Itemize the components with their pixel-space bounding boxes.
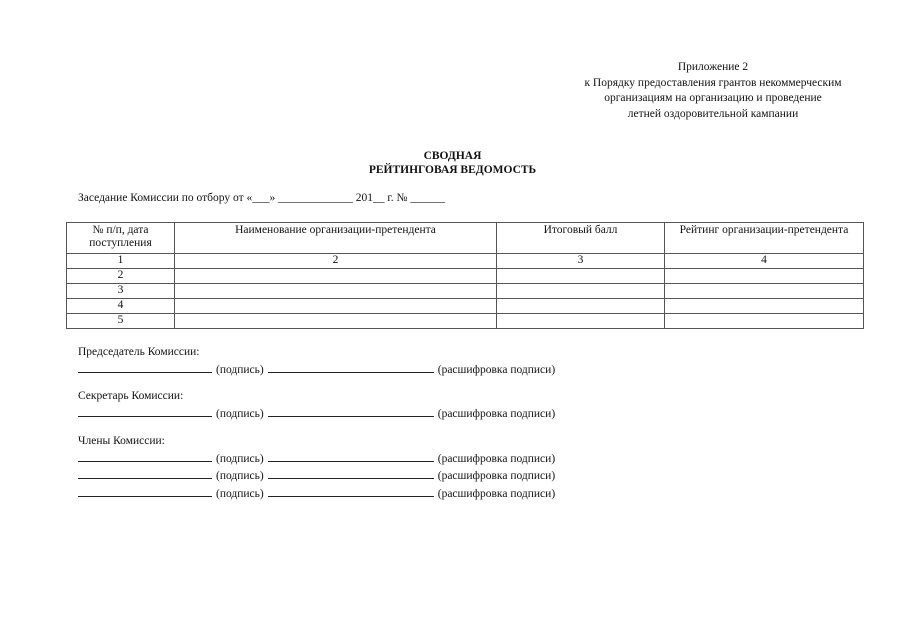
table-cell[interactable] xyxy=(175,299,497,314)
appendix-line: к Порядку предоставления грантов некоммерческим xyxy=(584,76,842,89)
decoding-label: (расшифровка подписи) xyxy=(437,470,556,482)
table-cell[interactable] xyxy=(665,299,864,314)
appendix-line: организациям на организацию и проведение xyxy=(604,92,822,104)
table-cell[interactable] xyxy=(665,284,864,299)
signature-label: (подпись) xyxy=(216,470,264,482)
decoding-label: (расшифровка подписи) xyxy=(437,363,556,376)
decoding-label: (расшифровка подписи) xyxy=(437,407,556,420)
decoding-field[interactable] xyxy=(268,450,434,462)
signature-field[interactable] xyxy=(78,485,212,497)
appendix-header xyxy=(560,60,866,122)
header-rating: Рейтинг организации-претендента xyxy=(665,223,864,254)
column-number: 2 xyxy=(175,254,497,269)
decoding-field[interactable] xyxy=(268,405,434,417)
decoding-field[interactable] xyxy=(268,361,434,373)
row-number: 5 xyxy=(67,314,175,329)
table-row xyxy=(67,299,864,314)
decoding-label: (расшифровка подписи) xyxy=(437,487,556,500)
header-total-score: Итоговый балл xyxy=(497,223,665,254)
table-numbering-row xyxy=(67,254,864,269)
row-number: 2 xyxy=(67,269,175,284)
signature-field[interactable] xyxy=(78,361,212,373)
signature-label: (подпись) xyxy=(216,452,264,465)
signature-label: (подпись) xyxy=(216,407,264,420)
secretary-label: Секретарь Комиссии: xyxy=(78,390,184,402)
signature-field[interactable] xyxy=(78,450,212,462)
signature-label: (подпись) xyxy=(216,363,264,376)
table-cell[interactable] xyxy=(665,269,864,284)
header-number-date: № п/п, дата поступления xyxy=(67,223,175,254)
header-organization-name: Наименование организации-претендента xyxy=(175,223,497,254)
decoding-field[interactable] xyxy=(268,485,434,497)
signature-line xyxy=(78,450,555,468)
decoding-label: (расшифровка подписи) xyxy=(437,452,556,465)
table-cell[interactable] xyxy=(175,314,497,329)
decoding-field[interactable] xyxy=(268,467,434,479)
rating-table xyxy=(66,222,864,329)
table-row xyxy=(67,269,864,284)
table-cell[interactable] xyxy=(497,284,665,299)
table-row xyxy=(67,314,864,329)
column-number: 3 xyxy=(497,254,665,269)
signature-line xyxy=(78,361,555,379)
members-label: Члены Комиссии: xyxy=(78,435,165,447)
row-number: 4 xyxy=(67,299,175,314)
table-cell[interactable] xyxy=(175,284,497,299)
document-title: СВОДНАЯ xyxy=(423,150,482,162)
signature-line xyxy=(78,405,555,423)
document-subtitle: РЕЙТИНГОВАЯ ВЕДОМОСТЬ xyxy=(368,164,537,176)
chair-signature-block xyxy=(78,345,555,378)
chair-label: Председатель Комиссии: xyxy=(78,346,200,358)
table-cell[interactable] xyxy=(175,269,497,284)
appendix-line: летней оздоровительной кампании xyxy=(627,107,799,120)
signature-field[interactable] xyxy=(78,467,212,479)
signature-field[interactable] xyxy=(78,405,212,417)
table-header-row xyxy=(67,223,864,254)
appendix-line: Приложение 2 xyxy=(677,61,749,73)
secretary-signature-block xyxy=(78,389,555,422)
column-number: 4 xyxy=(665,254,864,269)
table-cell[interactable] xyxy=(497,314,665,329)
table-cell[interactable] xyxy=(497,299,665,314)
signature-line xyxy=(78,467,555,485)
table-row xyxy=(67,284,864,299)
table-cell[interactable] xyxy=(497,269,665,284)
column-number: 1 xyxy=(67,254,175,269)
signature-label: (подпись) xyxy=(216,487,264,500)
table-cell[interactable] xyxy=(665,314,864,329)
meeting-line: Заседание Комиссии по отбору от «___» _____________ 201__ г. № ______ xyxy=(78,192,445,204)
members-signature-block xyxy=(78,434,555,502)
row-number: 3 xyxy=(67,284,175,299)
signature-line xyxy=(78,485,555,503)
